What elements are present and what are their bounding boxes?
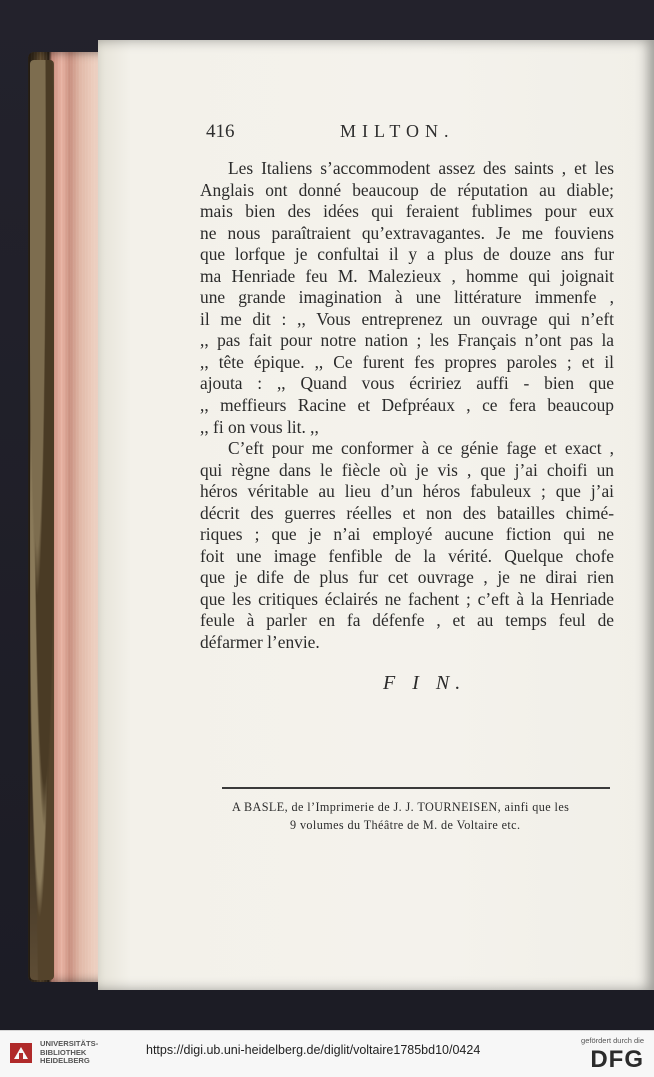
text-line: il me dit : ,, Vous entreprenez un ouvrage qui n’eft <box>200 308 614 329</box>
text-line: qui règne dans le fiècle où je vis , que j’ai choifi un <box>200 459 614 480</box>
text-line: ,, tête épique. ,, Ce furent fes propres paroles ; et il <box>200 351 614 372</box>
text-line: que je dife de plus fur cet ouvrage , je ne dirai rien <box>200 567 614 588</box>
page-number: 416 <box>206 121 235 142</box>
text-line: ne nous paraîtraient qu’extravagantes. Je me fouviens <box>200 222 614 243</box>
text-line: Anglais ont donné beaucoup de réputation au diable; <box>200 179 614 200</box>
text-line: ma Henriade feu M. Malezieux , homme qui joignait <box>200 265 614 286</box>
text-line: foit une image fenfible de la vérité. Quelque chofe <box>200 545 614 566</box>
document-url-link[interactable]: https://digi.ub.uni-heidelberg.de/diglit/voltaire1785bd10/0424 <box>146 1043 481 1057</box>
text-line: une grande imagination à une littérature immenfe , <box>200 287 614 308</box>
dfg-logo: DFG <box>590 1046 644 1073</box>
text-line: défarmer l’envie. <box>200 632 320 653</box>
text-line: ,, fi on vous lit. ,, <box>200 416 319 437</box>
body-text <box>200 158 614 654</box>
university-logo-icon <box>8 1039 36 1067</box>
text-line: que lorfque je confultai il y a plus de douze ans fur <box>200 244 614 265</box>
viewer-footer <box>0 1030 654 1077</box>
imprint-rule <box>222 787 610 789</box>
university-name: UNIVERSITÄTS- BIBLIOTHEK HEIDELBERG <box>40 1039 99 1065</box>
imprint-line-1: A BASLE, de l’Imprimerie de J. J. TOURNEISEN, ainfi que les <box>232 800 570 814</box>
page-header <box>206 121 606 145</box>
text-line: ,, meffieurs Racine et Defpréaux , ce fera beaucoup <box>200 395 614 416</box>
text-line: décrit des guerres réelles et non des batailles chimé- <box>200 502 614 523</box>
text-line: riques ; que je n’ai employé aucune fiction qui ne <box>200 524 614 545</box>
imprint-line-2: 9 volumes du Théâtre de M. de Voltaire etc. <box>290 818 521 832</box>
text-line: ajouta : ,, Quand vous écririez auffi - bien que <box>200 373 614 394</box>
fin-label: F I N. <box>383 672 467 694</box>
marbled-cover <box>30 60 54 980</box>
text-line: feule à parler en fa défenfe , et au temps feul de <box>200 610 614 631</box>
funded-by-label: gefördert durch die <box>581 1036 644 1045</box>
text-line: Les Italiens s’accommodent assez des saints , et les <box>228 158 614 178</box>
text-line: ,, pas fait pour notre nation ; les Français n’ont pas la <box>200 330 614 351</box>
running-title: MILTON. <box>340 121 455 141</box>
text-line: que les critiques éclairés ne fachent ; c’eft à la Henriade <box>200 588 614 609</box>
text-line: mais bien des idées qui feraient fublimes pour eux <box>200 201 614 222</box>
text-line: héros véritable au lieu d’un héros fabuleux ; que j’ai <box>200 481 614 502</box>
text-line: C’eft pour me conformer à ce génie fage et exact , <box>228 438 614 459</box>
